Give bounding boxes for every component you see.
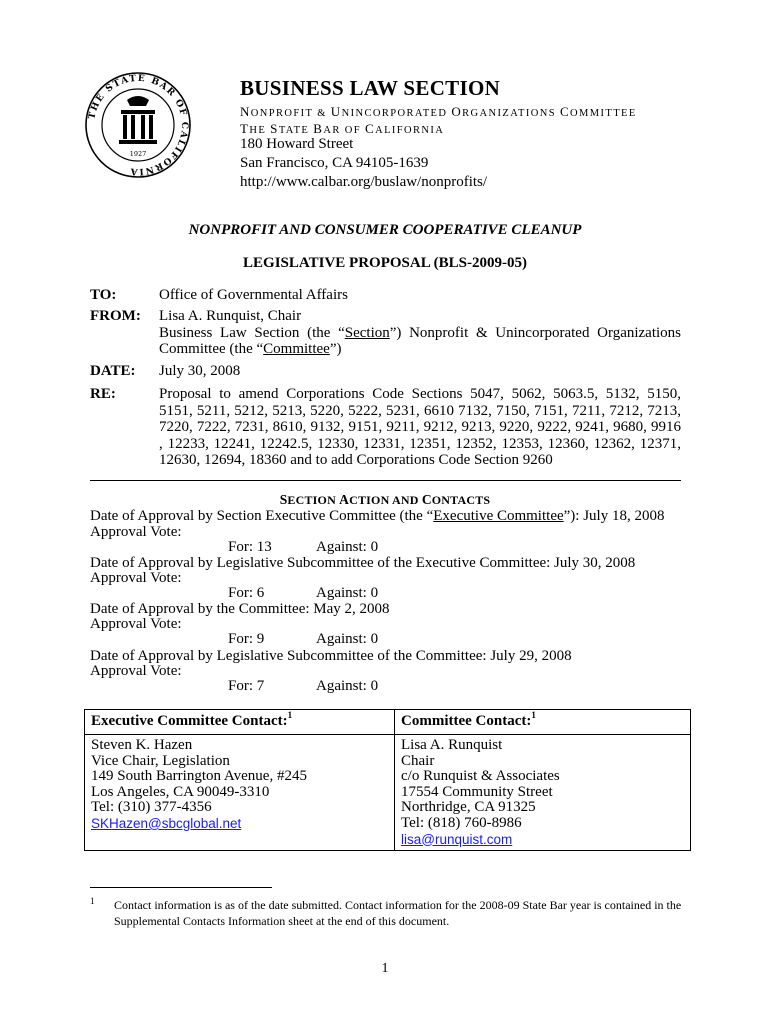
state-bar-name bbox=[240, 121, 444, 137]
contact-line: 149 South Barrington Avenue, #245 bbox=[91, 768, 307, 785]
approval-vote-label: Approval Vote: bbox=[90, 663, 182, 679]
contact-line: Lisa A. Runquist bbox=[401, 737, 503, 753]
approval-line: Date of Approval by Section Executive Committee (the “Executive Committee”): July 18, 2008 bbox=[90, 508, 665, 524]
from-label: FROM: bbox=[90, 308, 141, 324]
from-name: Lisa A. Runquist, Chair bbox=[159, 308, 302, 324]
executive-committee-term: Executive Committee bbox=[433, 508, 564, 524]
seal-text: THE STATE BAR OF CALIFORNIA bbox=[87, 73, 190, 177]
date-value: July 30, 2008 bbox=[159, 363, 241, 379]
contact-line: Los Angeles, CA 90049-3310 bbox=[91, 783, 270, 800]
street-address: 180 Howard Street bbox=[240, 136, 354, 152]
footnote-number: 1 bbox=[90, 896, 95, 906]
section-title: BUSINESS LAW SECTION bbox=[240, 76, 501, 100]
vote-for: For: 7 bbox=[228, 678, 265, 694]
vote-against: Against: 0 bbox=[316, 631, 379, 647]
vote-against: Against: 0 bbox=[316, 539, 379, 555]
state-bar-name-text: THE STATE BAR OF CALIFORNIA bbox=[240, 121, 445, 136]
footnote-text: Contact information is as of the date submitted. Contact information for the 2008-09 State Bar year is contained in the Supplemental Contacts Information sheet at the end of this document. bbox=[114, 898, 682, 928]
re-line: 7220, 7222, 7231, 8610, 9132, 9151, 9211, 9212, 9213, 9220, 9222, 9241, 9680, 9916 bbox=[159, 419, 681, 435]
contact-line: Tel: (818) 760-8986 bbox=[401, 814, 522, 831]
re-value bbox=[159, 386, 681, 469]
table-row bbox=[85, 735, 691, 851]
approval-line: Date of Approval by the Committee: May 2, 2008 bbox=[90, 601, 390, 617]
contact-line: 17554 Community Street bbox=[401, 783, 553, 800]
vote-against: Against: 0 bbox=[316, 585, 379, 601]
footnote-rule bbox=[90, 887, 272, 888]
approval-line: Date of Approval by Legislative Subcommittee of the Executive Committee: July 30, 2008 bbox=[90, 555, 636, 571]
contact-line: Tel: (310) 377-4356 bbox=[91, 799, 212, 816]
section-term: Section bbox=[344, 324, 390, 341]
re-line: Proposal to amend Corporations Code Sections 5047, 5062, 5063.5, 5132, 5150, bbox=[159, 386, 681, 402]
seal-year: 1927 bbox=[129, 150, 147, 158]
contact-line: Vice Chair, Legislation bbox=[91, 752, 230, 769]
contacts-table bbox=[84, 709, 691, 851]
exec-email-link[interactable]: SKHazen@sbcglobal.net bbox=[91, 815, 242, 831]
approval-vote-label: Approval Vote: bbox=[90, 570, 182, 586]
committee-email-link[interactable]: lisa@runquist.com bbox=[401, 831, 513, 847]
footnote-ref[interactable]: 1 bbox=[531, 710, 536, 720]
approval-line: Date of Approval by Legislative Subcommittee of the Committee: July 29, 2008 bbox=[90, 648, 572, 664]
date-label: DATE: bbox=[90, 363, 136, 379]
project-title: NONPROFIT AND CONSUMER COOPERATIVE CLEANUP bbox=[188, 222, 582, 238]
website-url[interactable]: http://www.calbar.org/buslaw/nonprofits/ bbox=[240, 174, 488, 190]
contact-line: Steven K. Hazen bbox=[91, 737, 193, 753]
re-line: 12630, 12694, 18360 and to add Corporations Code Section 9260 bbox=[159, 452, 553, 468]
committee-term: Committee bbox=[263, 341, 330, 357]
section-action-heading-text: SECTION ACTION AND CONTACTS bbox=[279, 492, 491, 507]
from-value bbox=[159, 308, 681, 358]
to-value: Office of Governmental Affairs bbox=[159, 287, 348, 303]
contact-line: Chair bbox=[401, 752, 435, 769]
approval-vote-label: Approval Vote: bbox=[90, 524, 182, 540]
divider bbox=[90, 480, 681, 481]
exec-contact-cell bbox=[85, 735, 395, 851]
approval-vote-label: Approval Vote: bbox=[90, 616, 182, 632]
vote-for: For: 13 bbox=[228, 539, 272, 555]
vote-against: Against: 0 bbox=[316, 678, 379, 694]
re-line: , 12233, 12241, 12242.5, 12330, 12331, 12351, 12352, 12353, 12360, 12362, 12371, bbox=[159, 435, 681, 452]
contact-line: Northridge, CA 91325 bbox=[401, 799, 536, 816]
city-address: San Francisco, CA 94105-1639 bbox=[240, 155, 429, 171]
table-header-row bbox=[85, 710, 691, 735]
footnote-ref[interactable]: 1 bbox=[287, 710, 293, 720]
re-line: 5151, 5211, 5212, 5213, 5220, 5222, 5231, 6610 7132, 7150, 7151, 7211, 7212, 7213, bbox=[159, 402, 681, 419]
page-number: 1 bbox=[381, 961, 389, 976]
state-bar-seal bbox=[83, 70, 193, 180]
to-label: TO: bbox=[90, 287, 117, 303]
exec-contact-header: Executive Committee Contact:$^1$ bbox=[85, 710, 395, 735]
committee-contact-cell bbox=[395, 735, 691, 851]
contact-line: c/o Runquist & Associates bbox=[401, 768, 560, 785]
committee-name bbox=[240, 104, 637, 120]
vote-for: For: 9 bbox=[228, 631, 265, 647]
committee-contact-header: Committee Contact:$^1$ bbox=[395, 710, 691, 735]
section-action-heading bbox=[0, 492, 770, 508]
re-label: RE: bbox=[90, 386, 116, 402]
from-line-2: Business Law Section (the “Section”) Nonprofit & Unincorporated Organizations bbox=[159, 324, 682, 341]
vote-for: For: 6 bbox=[228, 585, 265, 601]
proposal-title: LEGISLATIVE PROPOSAL (BLS-2009-05) bbox=[243, 255, 527, 271]
from-line-3: Committee (the “Committee”) bbox=[159, 341, 342, 357]
state-bar-seal-icon bbox=[83, 70, 193, 180]
committee-name-text: NONPROFIT & UNINCORPORATED ORGANIZATIONS COMMITTEE bbox=[240, 104, 637, 119]
